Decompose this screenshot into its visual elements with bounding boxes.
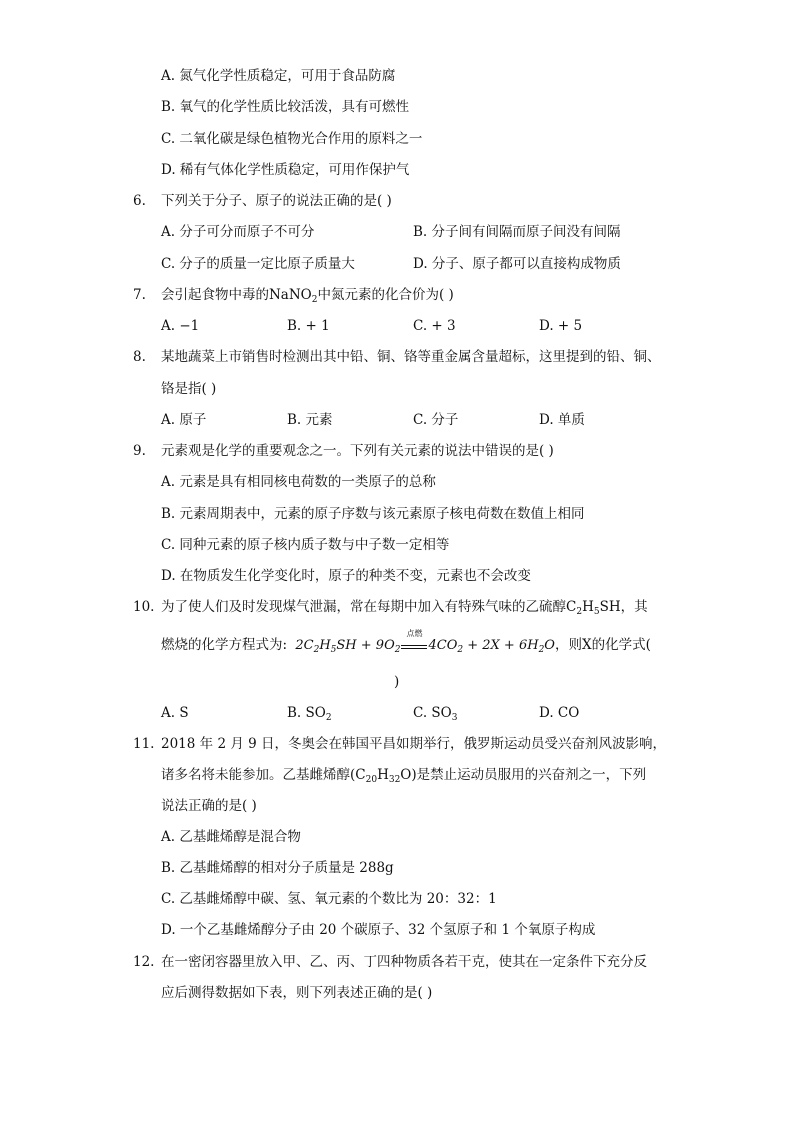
q11-stem-line1: 2018 年 2 月 9 日，冬奥会在韩国平昌如期举行，俄罗斯运动员受兴奋剂风波影响， <box>161 736 666 752</box>
q7-option-d: D. + 5 <box>539 318 583 334</box>
q8-number: 8. <box>133 349 146 365</box>
q11-mid: H <box>377 767 389 783</box>
q10-option-a: A. S <box>161 705 189 721</box>
q6-option-b: B. 分子间有间隔而原子间没有间隔 <box>413 224 621 240</box>
q10-option-b-sub: 2 <box>325 713 332 723</box>
q10-option-b <box>287 704 332 722</box>
q9-option-c: C. 同种元素的原子核内质子数与中子数一定相等 <box>161 537 450 553</box>
q10-stem-line3: ) <box>394 674 400 690</box>
q11-option-d: D. 一个乙基雌烯醇分子由 20 个碳原子、32 个氢原子和 1 个氧原子构成 <box>161 922 596 938</box>
q6-stem: 下列关于分子、原子的说法正确的是( ) <box>161 193 392 209</box>
q8-option-c: C. 分子 <box>413 412 459 428</box>
q11-number: 11. <box>133 736 155 752</box>
q12-stem-line2: 应后测得数据如下表，则下列表述正确的是( ) <box>161 985 433 1001</box>
q6-number: 6. <box>133 193 146 209</box>
q11-option-b: B. 乙基雌烯醇的相对分子质量是 288g <box>161 860 394 876</box>
q10-stem-line1-mid: H <box>582 599 594 615</box>
q7-stem-sub: 2 <box>311 295 318 305</box>
q5-option-c: C. 二氧化碳是绿色植物光合作用的原料之一 <box>161 131 423 147</box>
q7-option-c: C. + 3 <box>413 318 456 334</box>
q9-option-b: B. 元素周期表中，元素的原子序数与该元素原子核电荷数在数值上相同 <box>161 506 585 522</box>
combustion-equation: $2C_2H_5SH + 9O_2$ 点燃 $4CO_2 + 2X + 6H_2O$ <box>295 638 555 653</box>
q7-stem-pre: 会引起食物中毒的NaNO <box>161 287 312 303</box>
q10-option-c-text: C. SO <box>413 705 452 721</box>
q10-option-c <box>413 704 457 722</box>
q10-stem-line2-post: ，则X的化学式( <box>554 637 651 653</box>
q12-stem-line1: 在一密闭容器里放入甲、乙、丙、丁四种物质各若干克，使其在一定条件下充分反 <box>161 954 647 970</box>
q10-stem-line2-pre: 燃烧的化学方程式为: <box>161 637 288 653</box>
q10-stem-line2 <box>161 628 651 655</box>
q6-option-d: D. 分子、原子都可以直接构成物质 <box>413 256 621 272</box>
q7-option-b: B. + 1 <box>287 318 330 334</box>
q9-option-d: D. 在物质发生化学变化时，原子的种类不变，元素也不会改变 <box>161 568 531 584</box>
reaction-condition: 点燃 <box>406 628 423 638</box>
q5-option-d: D. 稀有气体化学性质稳定，可用作保护气 <box>161 162 410 178</box>
q10-stem-line1 <box>161 598 648 616</box>
q10-option-b-text: B. SO <box>287 705 326 721</box>
q6-option-a: A. 分子可分而原子不可分 <box>161 224 315 240</box>
q8-stem-line1: 某地蔬菜上市销售时检测出其中铅、铜、铬等重金属含量超标，这里提到的铅、铜、 <box>161 349 661 365</box>
q9-stem: 元素观是化学的重要观念之一。下列有关元素的说法中错误的是( ) <box>161 443 554 459</box>
q10-option-d: D. CO <box>539 705 580 721</box>
q11-option-a: A. 乙基雌烯醇是混合物 <box>161 829 301 845</box>
q7-number: 7. <box>133 287 146 303</box>
q8-option-b: B. 元素 <box>287 412 333 428</box>
q8-option-a: A. 原子 <box>161 412 207 428</box>
q7-stem-post: 中氮元素的化合价为( ) <box>317 287 454 303</box>
q7-option-a: A. −1 <box>161 318 200 334</box>
q11-stem-line2-pre: 诸多名将未能参加。乙基雌烯醇(C <box>161 767 366 783</box>
q11-sub2: 32 <box>388 775 401 785</box>
q8-option-d: D. 单质 <box>539 412 585 428</box>
q10-stem-line1-post: SH，其 <box>599 599 648 615</box>
reaction-arrow <box>400 628 428 653</box>
q9-number: 9. <box>133 443 146 459</box>
q11-stem-line3: 说法正确的是( ) <box>161 798 257 814</box>
q6-option-c: C. 分子的质量一定比原子质量大 <box>161 256 355 272</box>
q12-number: 12. <box>133 954 155 970</box>
q7-stem <box>161 286 454 304</box>
q5-option-a: A. 氮气化学性质稳定，可用于食品防腐 <box>161 68 396 84</box>
q9-option-a: A. 元素是具有相同核电荷数的一类原子的总称 <box>161 474 436 490</box>
q10-sub-c: 2 <box>576 607 583 617</box>
q8-stem-line2: 铬是指( ) <box>161 381 217 397</box>
q10-sub-h: 5 <box>593 607 600 617</box>
q10-number: 10. <box>133 599 155 615</box>
q11-stem-line2-post: O)是禁止运动员服用的兴奋剂之一，下列 <box>400 767 647 783</box>
q10-stem-line1-pre: 为了使人们及时发现煤气泄漏，常在每期中加入有特殊气味的乙硫醇C <box>161 599 577 615</box>
q11-option-c: C. 乙基雌烯醇中碳、氢、氧元素的个数比为 20：32：1 <box>161 891 497 907</box>
q11-stem-line2 <box>161 766 646 784</box>
q5-option-b: B. 氧气的化学性质比较活泼，具有可燃性 <box>161 99 410 115</box>
q10-option-c-sub: 3 <box>451 713 458 723</box>
q11-sub1: 20 <box>365 775 378 785</box>
